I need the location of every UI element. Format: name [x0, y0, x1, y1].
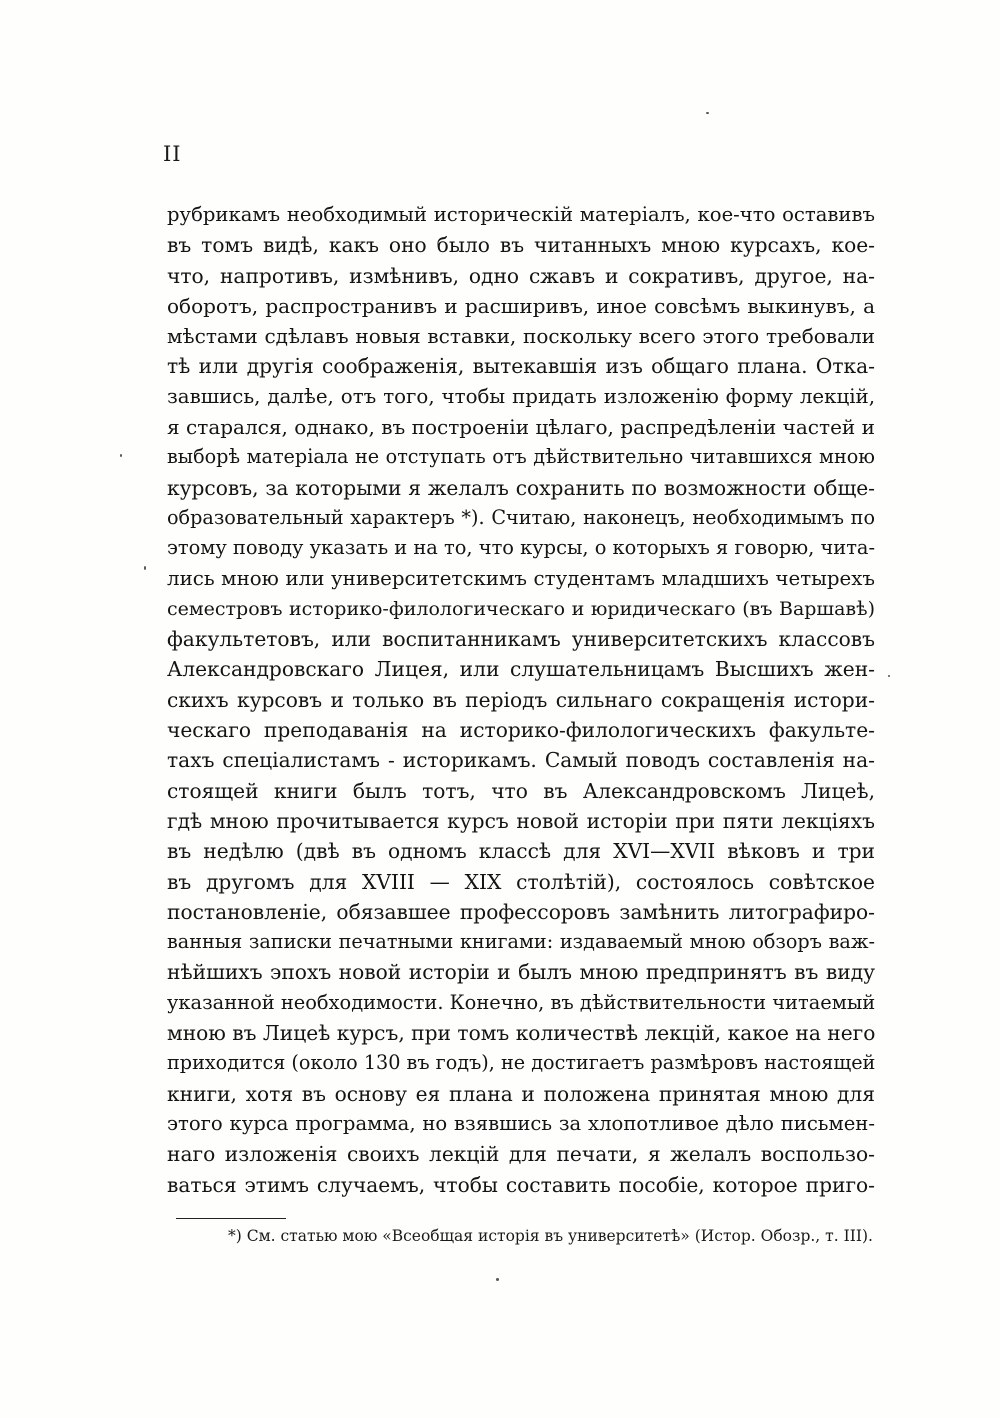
text-line: этому поводу указать и на то, что курсы, о которыхъ я говорю, чита- — [167, 536, 876, 560]
body-text — [167, 200, 875, 1200]
text-line: скихъ курсовъ и только въ періодъ сильнаго сокращенія истори- — [167, 687, 875, 712]
text-line: Александровскаго Лицея, или слушательницамъ Высшихъ жен- — [167, 657, 875, 682]
scan-speck — [888, 675, 890, 677]
text-line: ваться этимъ случаемъ, чтобы составить пособіе, которое приго- — [167, 1172, 875, 1197]
text-line: стоящей книги былъ тотъ, что въ Александровскомъ Лицеѣ, — [167, 778, 875, 803]
text-line: книги, хотя въ основу ея плана и положена принятая мною для — [167, 1081, 875, 1106]
text-line: въ недѣлю (двѣ въ одномъ классѣ для XVI—XVII вѣковъ и три — [167, 839, 875, 864]
text-line: оборотъ, распространивъ и расширивъ, иное совсѣмъ выкинувъ, а — [167, 293, 875, 318]
scan-speck — [706, 112, 709, 114]
scan-speck — [144, 566, 146, 570]
text-line: ческаго преподаванія на историко-филологическихъ факульте- — [167, 718, 875, 743]
text-line: приходится (около 130 въ годъ), не достигаетъ размѣровъ настоящей — [167, 1051, 876, 1075]
text-line: что, напротивъ, измѣнивъ, одно сжавъ и сокративъ, другое, на- — [167, 263, 875, 288]
text-line: завшись, далѣе, отъ того, чтобы придать изложенію форму лекцій, — [167, 384, 875, 408]
text-line: лись мною или университетскимъ студентамъ младшихъ четырехъ — [167, 566, 875, 590]
text-line: тѣ или другія соображенія, вытекавшія изъ общаго плана. Отка- — [167, 354, 875, 379]
text-line: въ томъ видѣ, какъ оно было въ читанныхъ мною курсахъ, кое- — [167, 233, 875, 258]
text-line: семестровъ историко-филологическаго и юридическаго (въ Варшавѣ) — [167, 597, 875, 620]
text-line: факультетовъ, или воспитанникамъ университетскихъ классовъ — [167, 627, 875, 652]
text-line: курсовъ, за которыми я желалъ сохранить по возможности обще- — [167, 475, 875, 500]
text-line: наго изложенія своихъ лекцій для печати, я желалъ воспользо- — [167, 1142, 875, 1167]
text-line: нѣйшихъ эпохъ новой исторіи и былъ мною предпринятъ въ виду — [167, 960, 875, 985]
text-line: образовательный характеръ *). Считаю, наконецъ, необходимымъ по — [167, 505, 875, 529]
text-line: тахъ спеціалистамъ - историкамъ. Самый поводъ составленія на- — [167, 748, 875, 773]
text-line: мѣстами сдѣлавъ новыя вставки, поскольку всего этого требовали — [167, 324, 875, 349]
text-line: мною въ Лицеѣ курсъ, при томъ количествѣ лекцій, какое на него — [167, 1021, 876, 1046]
text-line: рубрикамъ необходимый историческій матеріалъ, кое-что оставивъ — [167, 203, 875, 226]
text-line: гдѣ мною прочитывается курсъ новой исторіи при пяти лекціяхъ — [167, 808, 875, 833]
text-line: указанной необходимости. Конечно, въ дѣйствительности читаемый — [167, 990, 876, 1014]
footnote: *) См. статью мою «Всеобщая исторія въ университетѣ» (Истор. Обозр., т. III). — [228, 1227, 873, 1245]
text-line: постановленіе, обязавшее профессоровъ замѣнить литографиро- — [167, 899, 875, 924]
text-line: я старался, однако, въ построеніи цѣлаго, распредѣленіи частей и — [167, 415, 875, 440]
scan-speck — [120, 454, 122, 457]
text-line: выборѣ матеріала не отступать отъ дѣйствительно читавшихся мною — [167, 445, 875, 469]
text-line: этого курса программа, но взявшись за хлопотливое дѣло письмен- — [167, 1111, 875, 1135]
text-line: въ другомъ для XVIII — XIX столѣтій), состоялось совѣтское — [167, 869, 875, 894]
text-line: ванныя записки печатными книгами: издаваемый мною обзоръ важ- — [167, 930, 875, 954]
scan-speck — [496, 1278, 499, 1281]
footnote-divider — [176, 1218, 286, 1219]
page-number: II — [163, 142, 182, 166]
